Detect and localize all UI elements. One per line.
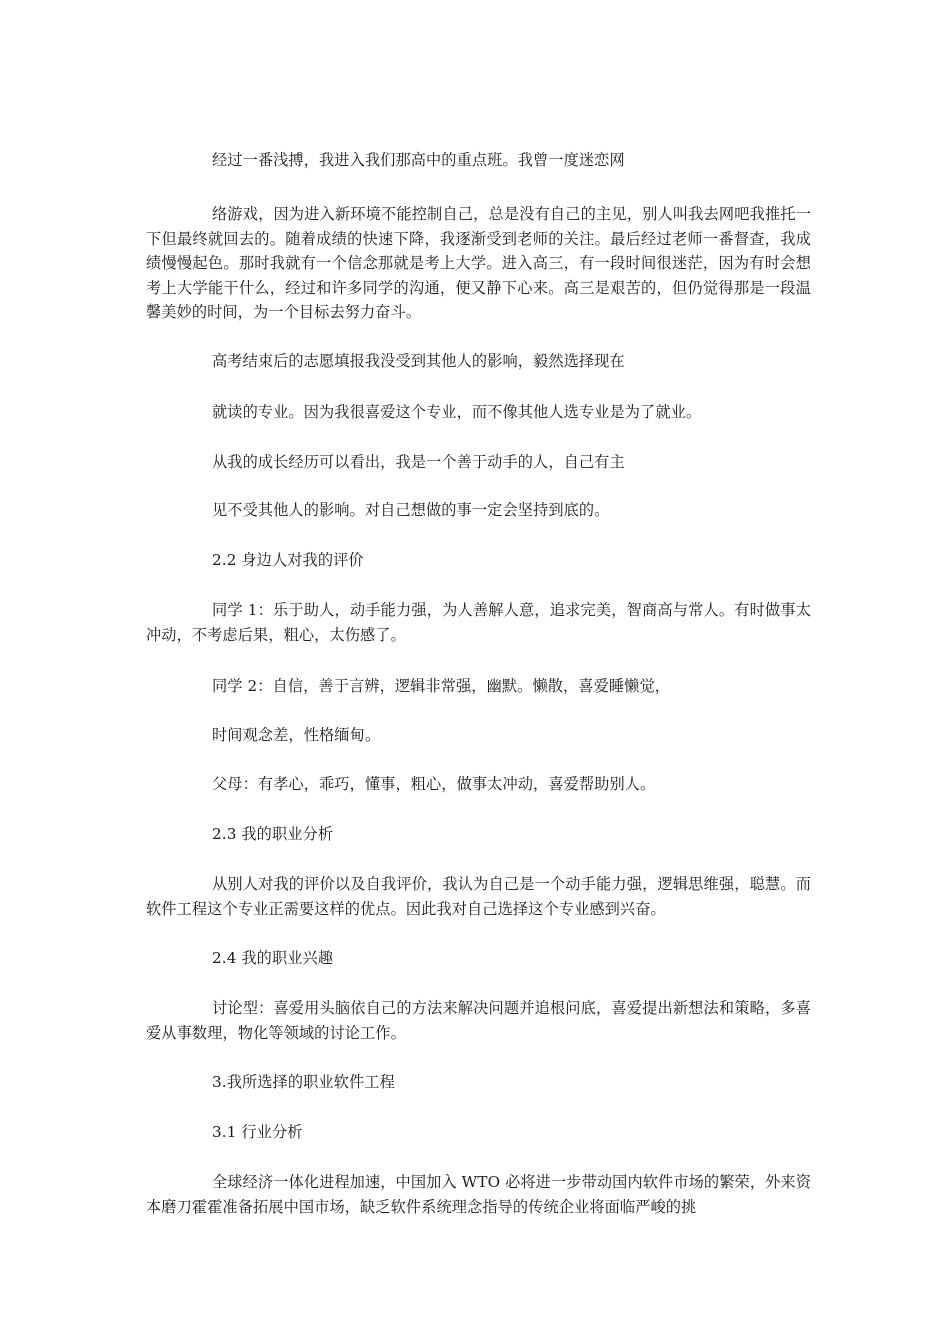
section-heading-3: 3.我所选择的职业软件工程 [212, 1073, 395, 1091]
section-heading-3-1: 3.1 行业分析 [212, 1123, 303, 1141]
paragraph-8: 同学 2：自信，善于言辨，逻辑非常强，幽默。懒散，喜爱睡懒觉， [212, 677, 671, 695]
paragraph-11: 从别人对我的评价以及自我评价，我认为自己是一个动手能力强，逻辑思维强，聪慧。而软件工程这个专业正需要这样的优点。因此我对自己选择这个专业感到兴奋。 [146, 875, 811, 918]
section-heading-2-4: 2.4 我的职业兴趣 [212, 949, 334, 967]
paragraph-3: 高考结束后的志愿填报我没受到其他人的影响，毅然选择现在 [212, 352, 625, 370]
paragraph-6: 见不受其他人的影响。对自己想做的事一定会坚持到底的。 [212, 501, 610, 519]
paragraph-13: 全球经济一体化进程加速，中国加入 WTO 必将进一步带动国内软件市场的繁荣，外来资本磨刀霍霍准备拓展中国市场，缺乏软件系统理念指导的传统企业将面临严峻的挑 [146, 1173, 811, 1216]
paragraph-2: 络游戏，因为进入新环境不能控制自己，总是没有自己的主见，别人叫我去网吧我推托一下但最终就回去的。随着成绩的快速下降，我逐渐受到老师的关注。最后经过老师一番督查，我成绩慢慢起色。那时我就有一个信念那就是考上大学。进入高三，有一段时间很迷茫，因为有时会想考上大学能干什么，经过和许多同学的沟通，便又静下心来。高三是艰苦的，但仍觉得那是一段温馨美妙的时间，为一个目标去努力奋斗。 [146, 205, 811, 321]
paragraph-4: 就读的专业。因为我很喜爱这个专业，而不像其他人选专业是为了就业。 [212, 403, 702, 421]
paragraph-1: 经过一番浅搏，我进入我们那高中的重点班。我曾一度迷恋网 [212, 151, 625, 169]
paragraph-10: 父母：有孝心，乖巧，懂事，粗心，做事太冲动，喜爱帮助别人。 [212, 775, 656, 793]
paragraph-7: 同学 1：乐于助人，动手能力强，为人善解人意，追求完美，智商高与常人。有时做事太冲动，不考虑后果，粗心，太伤感了。 [146, 601, 811, 644]
paragraph-9: 时间观念差，性格缅甸。 [212, 726, 381, 744]
paragraph-5: 从我的成长经历可以看出，我是一个善于动手的人，自己有主 [212, 453, 625, 471]
paragraph-12: 讨论型：喜爱用头脑依自己的方法来解决问题并追根问底，喜爱提出新想法和策略，多喜爱从事数理，物化等领域的讨论工作。 [146, 999, 811, 1042]
section-heading-2-2: 2.2 身边人对我的评价 [212, 551, 364, 569]
section-heading-2-3: 2.3 我的职业分析 [212, 825, 334, 843]
